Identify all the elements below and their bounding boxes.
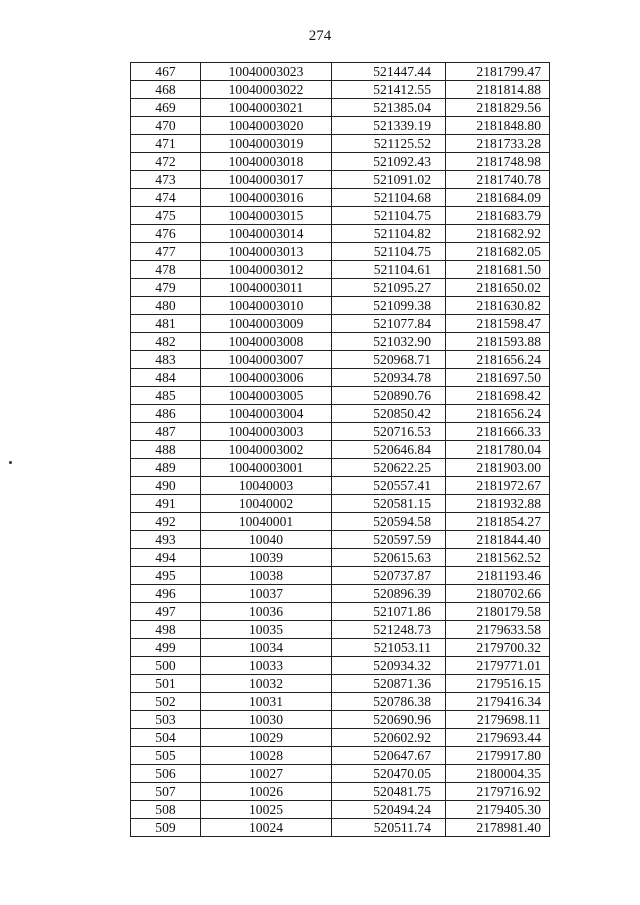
y-coordinate-cell: 2181697.50 [446,369,550,387]
point-id-cell: 10040003019 [201,135,332,153]
y-coordinate-cell: 2181593.88 [446,333,550,351]
point-id-cell: 10040003018 [201,153,332,171]
x-coordinate-cell: 521092.43 [332,153,446,171]
x-coordinate-cell: 520602.92 [332,729,446,747]
row-number-cell: 496 [131,585,201,603]
row-number-cell: 485 [131,387,201,405]
row-number-cell: 468 [131,81,201,99]
x-coordinate-cell: 521104.68 [332,189,446,207]
table-row [131,351,550,369]
row-number-cell: 502 [131,693,201,711]
row-number-cell: 504 [131,729,201,747]
y-coordinate-cell: 2181193.46 [446,567,550,585]
y-coordinate-cell: 2179917.80 [446,747,550,765]
point-id-cell: 10040003001 [201,459,332,477]
y-coordinate-cell: 2181630.82 [446,297,550,315]
row-number-cell: 508 [131,801,201,819]
table-row [131,693,550,711]
point-id-cell: 10040003003 [201,423,332,441]
x-coordinate-cell: 520968.71 [332,351,446,369]
table-row [131,333,550,351]
y-coordinate-cell: 2179633.58 [446,621,550,639]
table-row [131,117,550,135]
x-coordinate-cell: 521125.52 [332,135,446,153]
table-row [131,603,550,621]
table-row [131,783,550,801]
x-coordinate-cell: 520646.84 [332,441,446,459]
y-coordinate-cell: 2181682.05 [446,243,550,261]
row-number-cell: 479 [131,279,201,297]
row-number-cell: 470 [131,117,201,135]
x-coordinate-cell: 521091.02 [332,171,446,189]
x-coordinate-cell: 521077.84 [332,315,446,333]
point-id-cell: 10040003012 [201,261,332,279]
y-coordinate-cell: 2181748.98 [446,153,550,171]
x-coordinate-cell: 520594.58 [332,513,446,531]
table-row [131,423,550,441]
y-coordinate-cell: 2181656.24 [446,405,550,423]
point-id-cell: 10040003006 [201,369,332,387]
table-row [131,531,550,549]
y-coordinate-cell: 2181666.33 [446,423,550,441]
point-id-cell: 10040003021 [201,99,332,117]
x-coordinate-cell: 520622.25 [332,459,446,477]
y-coordinate-cell: 2178981.40 [446,819,550,837]
row-number-cell: 503 [131,711,201,729]
row-number-cell: 507 [131,783,201,801]
x-coordinate-cell: 520716.53 [332,423,446,441]
x-coordinate-cell: 521071.86 [332,603,446,621]
x-coordinate-cell: 521385.04 [332,99,446,117]
table-row [131,261,550,279]
row-number-cell: 482 [131,333,201,351]
x-coordinate-cell: 520896.39 [332,585,446,603]
table-row [131,549,550,567]
point-id-cell: 10040003023 [201,63,332,81]
y-coordinate-cell: 2179516.15 [446,675,550,693]
point-id-cell: 10035 [201,621,332,639]
x-coordinate-cell: 521095.27 [332,279,446,297]
table-row [131,189,550,207]
row-number-cell: 497 [131,603,201,621]
row-number-cell: 477 [131,243,201,261]
point-id-cell: 10040003009 [201,315,332,333]
point-id-cell: 10029 [201,729,332,747]
y-coordinate-cell: 2180179.58 [446,603,550,621]
table-row [131,153,550,171]
x-coordinate-cell: 521053.11 [332,639,446,657]
y-coordinate-cell: 2181829.56 [446,99,550,117]
point-id-cell: 10040003014 [201,225,332,243]
y-coordinate-cell: 2179771.01 [446,657,550,675]
y-coordinate-cell: 2179716.92 [446,783,550,801]
point-id-cell: 10040003002 [201,441,332,459]
point-id-cell: 10031 [201,693,332,711]
x-coordinate-cell: 521412.55 [332,81,446,99]
y-coordinate-cell: 2181650.02 [446,279,550,297]
y-coordinate-cell: 2180702.66 [446,585,550,603]
row-number-cell: 505 [131,747,201,765]
x-coordinate-cell: 520597.59 [332,531,446,549]
point-id-cell: 10040003005 [201,387,332,405]
row-number-cell: 487 [131,423,201,441]
table-row [131,135,550,153]
point-id-cell: 10038 [201,567,332,585]
y-coordinate-cell: 2179700.32 [446,639,550,657]
x-coordinate-cell: 520934.32 [332,657,446,675]
point-id-cell: 10028 [201,747,332,765]
point-id-cell: 10033 [201,657,332,675]
x-coordinate-cell: 521099.38 [332,297,446,315]
row-number-cell: 475 [131,207,201,225]
row-number-cell: 469 [131,99,201,117]
x-coordinate-cell: 520786.38 [332,693,446,711]
row-number-cell: 491 [131,495,201,513]
point-id-cell: 10030 [201,711,332,729]
x-coordinate-cell: 520934.78 [332,369,446,387]
point-id-cell: 10040 [201,531,332,549]
y-coordinate-cell: 2181932.88 [446,495,550,513]
point-id-cell: 10040003007 [201,351,332,369]
row-number-cell: 494 [131,549,201,567]
x-coordinate-cell: 521447.44 [332,63,446,81]
x-coordinate-cell: 520581.15 [332,495,446,513]
y-coordinate-cell: 2180004.35 [446,765,550,783]
row-number-cell: 488 [131,441,201,459]
y-coordinate-cell: 2181656.24 [446,351,550,369]
point-id-cell: 10039 [201,549,332,567]
row-number-cell: 480 [131,297,201,315]
table-row [131,279,550,297]
point-id-cell: 10034 [201,639,332,657]
x-coordinate-cell: 521104.75 [332,243,446,261]
point-id-cell: 10040001 [201,513,332,531]
point-id-cell: 10032 [201,675,332,693]
table-row [131,387,550,405]
table-row [131,171,550,189]
row-number-cell: 474 [131,189,201,207]
row-number-cell: 481 [131,315,201,333]
y-coordinate-cell: 2179698.11 [446,711,550,729]
y-coordinate-cell: 2179416.34 [446,693,550,711]
y-coordinate-cell: 2179693.44 [446,729,550,747]
row-number-cell: 483 [131,351,201,369]
y-coordinate-cell: 2181848.80 [446,117,550,135]
row-number-cell: 467 [131,63,201,81]
table-row [131,315,550,333]
x-coordinate-cell: 520615.63 [332,549,446,567]
row-number-cell: 493 [131,531,201,549]
row-number-cell: 476 [131,225,201,243]
table-row [131,729,550,747]
y-coordinate-cell: 2181733.28 [446,135,550,153]
x-coordinate-cell: 521104.82 [332,225,446,243]
x-coordinate-cell: 521248.73 [332,621,446,639]
y-coordinate-cell: 2181598.47 [446,315,550,333]
row-number-cell: 498 [131,621,201,639]
x-coordinate-cell: 520890.76 [332,387,446,405]
x-coordinate-cell: 521104.75 [332,207,446,225]
row-number-cell: 499 [131,639,201,657]
y-coordinate-cell: 2179405.30 [446,801,550,819]
x-coordinate-cell: 521104.61 [332,261,446,279]
x-coordinate-cell: 520737.87 [332,567,446,585]
table-row [131,243,550,261]
point-id-cell: 10040003015 [201,207,332,225]
coordinate-table-body [131,63,550,837]
table-row [131,819,550,837]
x-coordinate-cell: 520850.42 [332,405,446,423]
table-row [131,621,550,639]
point-id-cell: 10026 [201,783,332,801]
point-id-cell: 10040003020 [201,117,332,135]
point-id-cell: 10040003022 [201,81,332,99]
coordinate-table [130,62,550,837]
point-id-cell: 10040003016 [201,189,332,207]
table-row [131,99,550,117]
row-number-cell: 478 [131,261,201,279]
table-row [131,369,550,387]
point-id-cell: 10040003011 [201,279,332,297]
table-row [131,477,550,495]
page-number: 274 [308,28,332,44]
table-row [131,585,550,603]
y-coordinate-cell: 2181682.92 [446,225,550,243]
table-row [131,765,550,783]
y-coordinate-cell: 2181683.79 [446,207,550,225]
point-id-cell: 10036 [201,603,332,621]
y-coordinate-cell: 2181562.52 [446,549,550,567]
x-coordinate-cell: 520647.67 [332,747,446,765]
row-number-cell: 484 [131,369,201,387]
table-row [131,675,550,693]
x-coordinate-cell: 520470.05 [332,765,446,783]
table-row [131,639,550,657]
point-id-cell: 10040003008 [201,333,332,351]
row-number-cell: 509 [131,819,201,837]
table-row [131,297,550,315]
x-coordinate-cell: 520557.41 [332,477,446,495]
point-id-cell: 10040003004 [201,405,332,423]
point-id-cell: 10024 [201,819,332,837]
x-coordinate-cell: 521032.90 [332,333,446,351]
row-number-cell: 472 [131,153,201,171]
table-row [131,459,550,477]
row-number-cell: 471 [131,135,201,153]
point-id-cell: 10040003010 [201,297,332,315]
y-coordinate-cell: 2181903.00 [446,459,550,477]
x-coordinate-cell: 520690.96 [332,711,446,729]
x-coordinate-cell: 521339.19 [332,117,446,135]
y-coordinate-cell: 2181799.47 [446,63,550,81]
point-id-cell: 10040002 [201,495,332,513]
y-coordinate-cell: 2181814.88 [446,81,550,99]
table-row [131,711,550,729]
table-row [131,513,550,531]
table-row [131,81,550,99]
row-number-cell: 495 [131,567,201,585]
point-id-cell: 10040003013 [201,243,332,261]
x-coordinate-cell: 520871.36 [332,675,446,693]
point-id-cell: 10040003 [201,477,332,495]
table-row [131,225,550,243]
y-coordinate-cell: 2181780.04 [446,441,550,459]
y-coordinate-cell: 2181844.40 [446,531,550,549]
table-row [131,63,550,81]
row-number-cell: 492 [131,513,201,531]
x-coordinate-cell: 520481.75 [332,783,446,801]
point-id-cell: 10037 [201,585,332,603]
stray-dot-mark [9,461,12,464]
y-coordinate-cell: 2181684.09 [446,189,550,207]
y-coordinate-cell: 2181854.27 [446,513,550,531]
x-coordinate-cell: 520511.74 [332,819,446,837]
x-coordinate-cell: 520494.24 [332,801,446,819]
table-row [131,657,550,675]
row-number-cell: 506 [131,765,201,783]
point-id-cell: 10040003017 [201,171,332,189]
row-number-cell: 473 [131,171,201,189]
y-coordinate-cell: 2181972.67 [446,477,550,495]
point-id-cell: 10027 [201,765,332,783]
y-coordinate-cell: 2181681.50 [446,261,550,279]
table-row [131,441,550,459]
y-coordinate-cell: 2181740.78 [446,171,550,189]
y-coordinate-cell: 2181698.42 [446,387,550,405]
table-row [131,405,550,423]
row-number-cell: 500 [131,657,201,675]
point-id-cell: 10025 [201,801,332,819]
row-number-cell: 489 [131,459,201,477]
row-number-cell: 486 [131,405,201,423]
row-number-cell: 490 [131,477,201,495]
table-row [131,495,550,513]
table-row [131,747,550,765]
table-row [131,801,550,819]
row-number-cell: 501 [131,675,201,693]
table-row [131,207,550,225]
table-row [131,567,550,585]
